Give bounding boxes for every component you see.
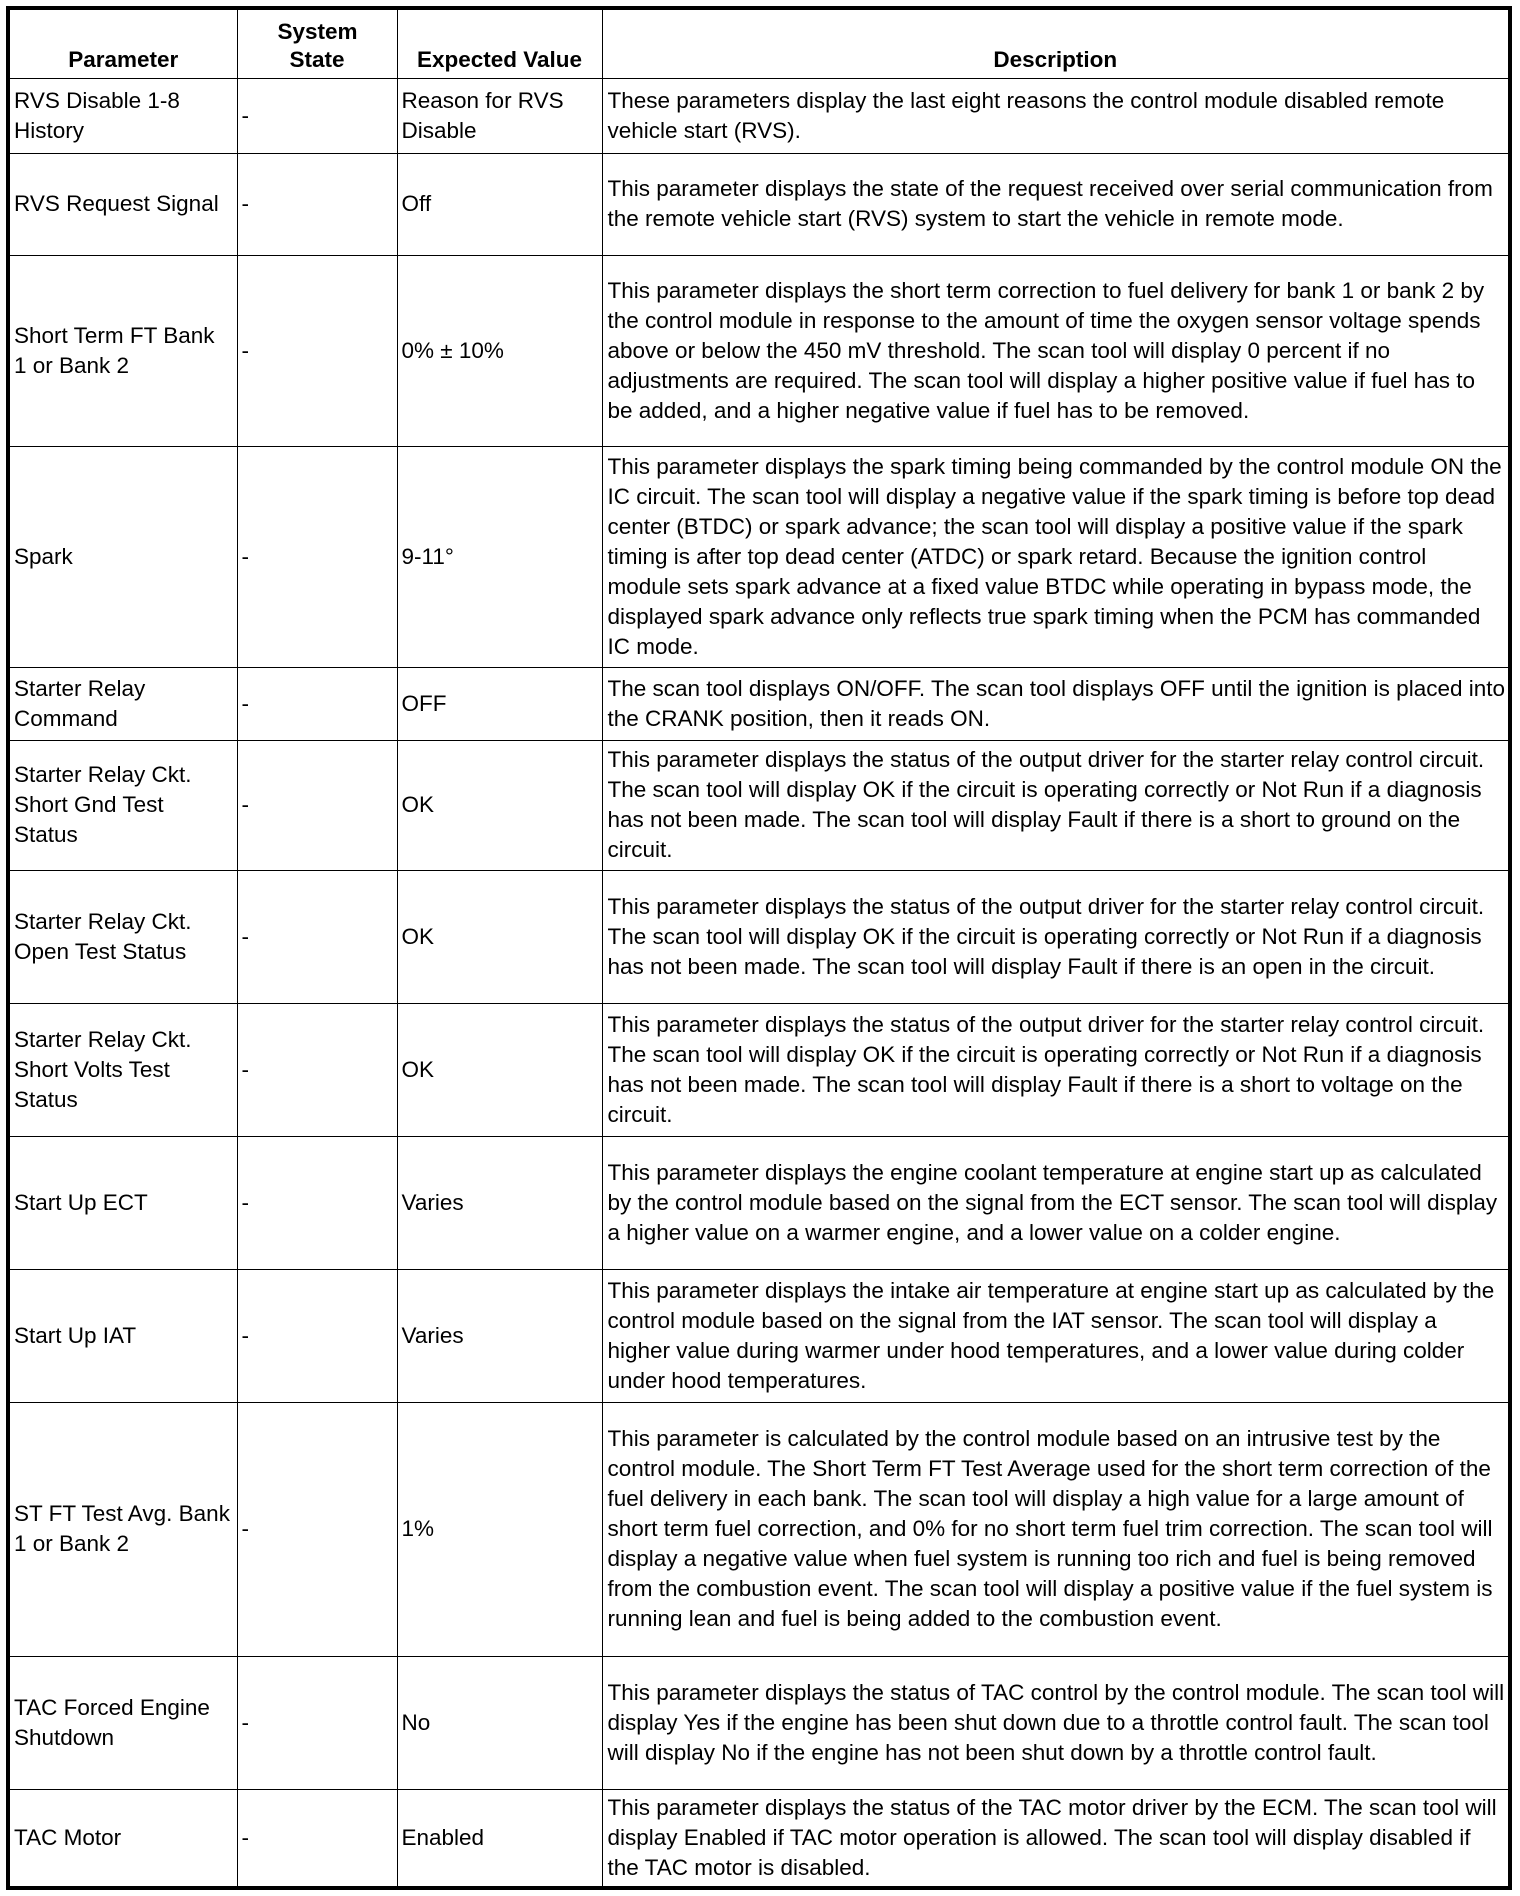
table-row <box>8 1136 1510 1269</box>
parameter-cell: Starter Relay Ckt. Open Test Status <box>8 870 237 1003</box>
description-cell: This parameter displays the engine coolant temperature at engine start up as calculated by the control module based on the signal from the ECT sensor. The scan tool will display a higher value on a warmer engine, and a lower value on a colder engine. <box>602 1136 1510 1269</box>
header-parameter: Parameter <box>8 8 237 78</box>
description-cell: This parameter displays the state of the request received over serial communication from the remote vehicle start (RVS) system to start the vehicle in remote mode. <box>602 153 1510 255</box>
parameter-cell: RVS Disable 1-8 History <box>8 78 237 153</box>
table-row <box>8 1003 1510 1136</box>
expected-value-cell: 9-11° <box>397 446 602 667</box>
description-cell: This parameter displays the status of the output driver for the starter relay control circuit. The scan tool will display OK if the circuit is operating correctly or Not Run if a diagnosis has not been made. The scan tool will display Fault if there is an open in the circuit. <box>602 870 1510 1003</box>
system-state-cell: - <box>237 153 397 255</box>
parameter-cell: TAC Forced Engine Shutdown <box>8 1656 237 1789</box>
table-row <box>8 1656 1510 1789</box>
system-state-cell: - <box>237 1402 397 1656</box>
expected-value-cell: 1% <box>397 1402 602 1656</box>
system-state-cell: - <box>237 740 397 870</box>
expected-value-cell: OK <box>397 1003 602 1136</box>
description-cell: This parameter displays the status of the TAC motor driver by the ECM. The scan tool will display Enabled if TAC motor operation is allowed. The scan tool will display disabled if the TAC motor is disabled. <box>602 1789 1510 1888</box>
parameter-table <box>6 6 1512 1890</box>
table-row <box>8 1789 1510 1888</box>
expected-value-cell: Enabled <box>397 1789 602 1888</box>
system-state-cell: - <box>237 1003 397 1136</box>
description-cell: The scan tool displays ON/OFF. The scan tool displays OFF until the ignition is placed into the CRANK position, then it reads ON. <box>602 667 1510 740</box>
header-row <box>8 8 1510 78</box>
parameter-cell: Short Term FT Bank 1 or Bank 2 <box>8 255 237 446</box>
description-cell: This parameter displays the status of the output driver for the starter relay control circuit. The scan tool will display OK if the circuit is operating correctly or Not Run if a diagnosis has not been made. The scan tool will display Fault if there is a short to voltage on the circuit. <box>602 1003 1510 1136</box>
parameter-cell: RVS Request Signal <box>8 153 237 255</box>
expected-value-cell: No <box>397 1656 602 1789</box>
table-row <box>8 1402 1510 1656</box>
table-row <box>8 255 1510 446</box>
system-state-cell: - <box>237 78 397 153</box>
system-state-cell: - <box>237 1656 397 1789</box>
table-row <box>8 78 1510 153</box>
expected-value-cell: OK <box>397 870 602 1003</box>
header-description: Description <box>602 8 1510 78</box>
description-cell: This parameter displays the status of the output driver for the starter relay control circuit. The scan tool will display OK if the circuit is operating correctly or Not Run if a diagnosis has not been made. The scan tool will display Fault if there is a short to ground on the circuit. <box>602 740 1510 870</box>
parameter-cell: Starter Relay Ckt. Short Volts Test Status <box>8 1003 237 1136</box>
system-state-cell: - <box>237 667 397 740</box>
parameter-cell: Starter Relay Command <box>8 667 237 740</box>
expected-value-cell: 0% ± 10% <box>397 255 602 446</box>
expected-value-cell: Varies <box>397 1269 602 1402</box>
description-cell: These parameters display the last eight reasons the control module disabled remote vehicle start (RVS). <box>602 78 1510 153</box>
description-cell: This parameter displays the short term correction to fuel delivery for bank 1 or bank 2 by the control module in response to the amount of time the oxygen sensor voltage spends above or below the 450 mV threshold. The scan tool will display 0 percent if no adjustments are required. The scan tool will display a higher positive value if fuel has to be added, and a higher negative value if fuel has to be removed. <box>602 255 1510 446</box>
table-row <box>8 1269 1510 1402</box>
table-row <box>8 870 1510 1003</box>
table-row <box>8 740 1510 870</box>
description-cell: This parameter displays the spark timing being commanded by the control module ON the IC circuit. The scan tool will display a negative value if the spark timing is before top dead center (BTDC) or spark advance; the scan tool will display a positive value if the spark timing is after top dead center (ATDC) or spark retard. Because the ignition control module sets spark advance at a fixed value BTDC while operating in bypass mode, the displayed spark advance only reflects true spark timing when the PCM has commanded IC mode. <box>602 446 1510 667</box>
expected-value-cell: Varies <box>397 1136 602 1269</box>
system-state-cell: - <box>237 1269 397 1402</box>
description-cell: This parameter displays the intake air temperature at engine start up as calculated by the control module based on the signal from the IAT sensor. The scan tool will display a higher value during warmer under hood temperatures, and a lower value during colder under hood temperatures. <box>602 1269 1510 1402</box>
parameter-cell: Spark <box>8 446 237 667</box>
header-system-state: System State <box>237 8 397 78</box>
expected-value-cell: OK <box>397 740 602 870</box>
table-row <box>8 667 1510 740</box>
description-cell: This parameter displays the status of TAC control by the control module. The scan tool will display Yes if the engine has been shut down due to a throttle control fault. The scan tool will display No if the engine has not been shut down by a throttle control fault. <box>602 1656 1510 1789</box>
parameter-cell: ST FT Test Avg. Bank 1 or Bank 2 <box>8 1402 237 1656</box>
expected-value-cell: Off <box>397 153 602 255</box>
system-state-cell: - <box>237 870 397 1003</box>
system-state-cell: - <box>237 1136 397 1269</box>
parameter-cell: Starter Relay Ckt. Short Gnd Test Status <box>8 740 237 870</box>
parameter-cell: TAC Motor <box>8 1789 237 1888</box>
system-state-cell: - <box>237 446 397 667</box>
header-expected-value: Expected Value <box>397 8 602 78</box>
table-row <box>8 446 1510 667</box>
system-state-cell: - <box>237 255 397 446</box>
expected-value-cell: Reason for RVS Disable <box>397 78 602 153</box>
description-cell: This parameter is calculated by the control module based on an intrusive test by the control module. The Short Term FT Test Average used for the short term correction of the fuel delivery in each bank. The scan tool will display a high value for a large amount of short term fuel correction, and 0% for no short term fuel trim correction. The scan tool will display a negative value when fuel system is running too rich and fuel is being removed from the combustion event. The scan tool will display a positive value if the fuel system is running lean and fuel is being added to the combustion event. <box>602 1402 1510 1656</box>
expected-value-cell: OFF <box>397 667 602 740</box>
parameter-cell: Start Up IAT <box>8 1269 237 1402</box>
system-state-cell: - <box>237 1789 397 1888</box>
parameter-cell: Start Up ECT <box>8 1136 237 1269</box>
table-row <box>8 153 1510 255</box>
